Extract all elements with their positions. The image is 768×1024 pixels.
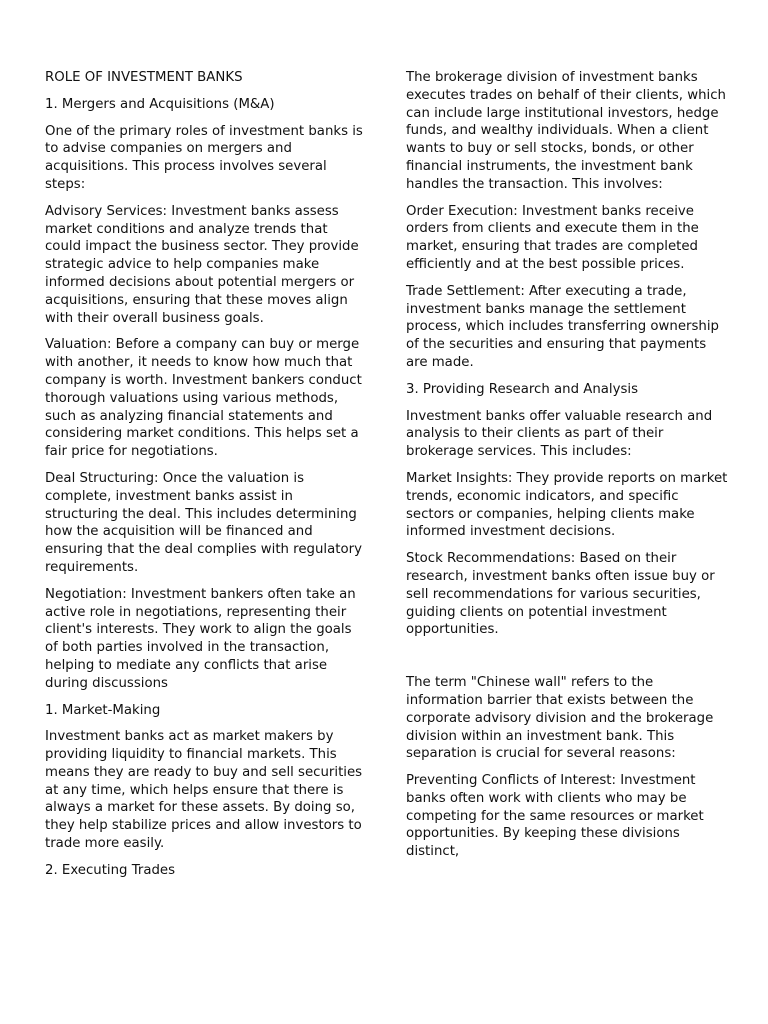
paragraph-ma-intro: One of the primary roles of investment banks is to advise companies on mergers and acquisitions. This process involves several steps: xyxy=(45,123,363,192)
paragraph-valuation: Valuation: Before a company can buy or merge with another, it needs to know how much that company is worth. Investment bankers conduct thorough valuations using various methods, such as analyzing financial statements and considering market conditions. This helps set a fair price for negotiations. xyxy=(45,337,362,460)
paragraph-brokerage-division: The brokerage division of investment banks executes trades on behalf of their clients, which can include large institutional investors, hedge funds, and wealthy individuals. When a client wants to buy or sell stocks, bonds, or other financial instruments, the investment bank handles the transaction. This involves: xyxy=(406,70,726,192)
paragraph-negotiation: Negotiation: Investment bankers often take an active role in negotiations, representing their client's interests. They work to align the goals of both parties involved in the transaction, helping to mediate any conflicts that arise during discussions xyxy=(45,586,356,691)
paragraph-order-execution: Order Execution: Investment banks receive orders from clients and execute them in the market, ensuring that trades are completed efficiently and at the best possible prices. xyxy=(406,203,699,272)
paragraph-preventing-conflicts: Preventing Conflicts of Interest: Investment banks often work with clients who may be competing for the same resources or market opportunities. By keeping these divisions distinct, xyxy=(406,773,704,860)
paragraph-research-intro: Investment banks offer valuable research and analysis to their clients as part of their brokerage services. This includes: xyxy=(406,408,713,460)
paragraph-advisory-services: Advisory Services: Investment banks assess market conditions and analyze trends that could impact the business sector. They provide strategic advice to help companies make informed decisions about potential mergers or acquisitions, ensuring that these moves align with their overall business goals. xyxy=(45,203,359,326)
section-heading-executing-trades: 2. Executing Trades xyxy=(45,862,176,878)
paragraph-chinese-wall: The term "Chinese wall" refers to the information barrier that exists between the corporate advisory division and the brokerage division within an investment bank. This separation is crucial for several reasons: xyxy=(406,675,714,762)
paragraph-market-insights: Market Insights: They provide reports on market trends, economic indicators, and specific sectors or companies, helping clients make informed investment decisions. xyxy=(406,470,728,540)
paragraph-market-making: Investment banks act as market makers by providing liquidity to financial markets. This means they are ready to buy and sell securities at any time, which helps ensure that there is always a market for these assets. By doing so, they help stabilize prices and allow investors to trade more easily. xyxy=(45,729,363,852)
left-column xyxy=(45,69,367,889)
paragraph-stock-recommendations: Stock Recommendations: Based on their research, investment banks often issue buy or sell recommendations for various securities, guiding clients on potential investment opportunities. xyxy=(406,551,715,638)
blank-gap xyxy=(406,648,728,674)
paragraph-deal-structuring: Deal Structuring: Once the valuation is complete, investment banks assist in structuring the deal. This includes determining how the acquisition will be financed and ensuring that the deal complies with regulatory requirements. xyxy=(45,470,362,575)
right-column xyxy=(406,69,728,870)
section-heading-mergers-acquisitions: 1. Mergers and Acquisitions (M&A) xyxy=(45,96,275,112)
paragraph-trade-settlement: Trade Settlement: After executing a trade, investment banks manage the settlement process, which includes transferring ownership of the securities and ensuring that payments are made. xyxy=(406,283,719,370)
section-heading-market-making: 1. Market-Making xyxy=(45,702,161,718)
section-heading-research-analysis: 3. Providing Research and Analysis xyxy=(406,381,639,397)
document-title: ROLE OF INVESTMENT BANKS xyxy=(45,70,243,85)
